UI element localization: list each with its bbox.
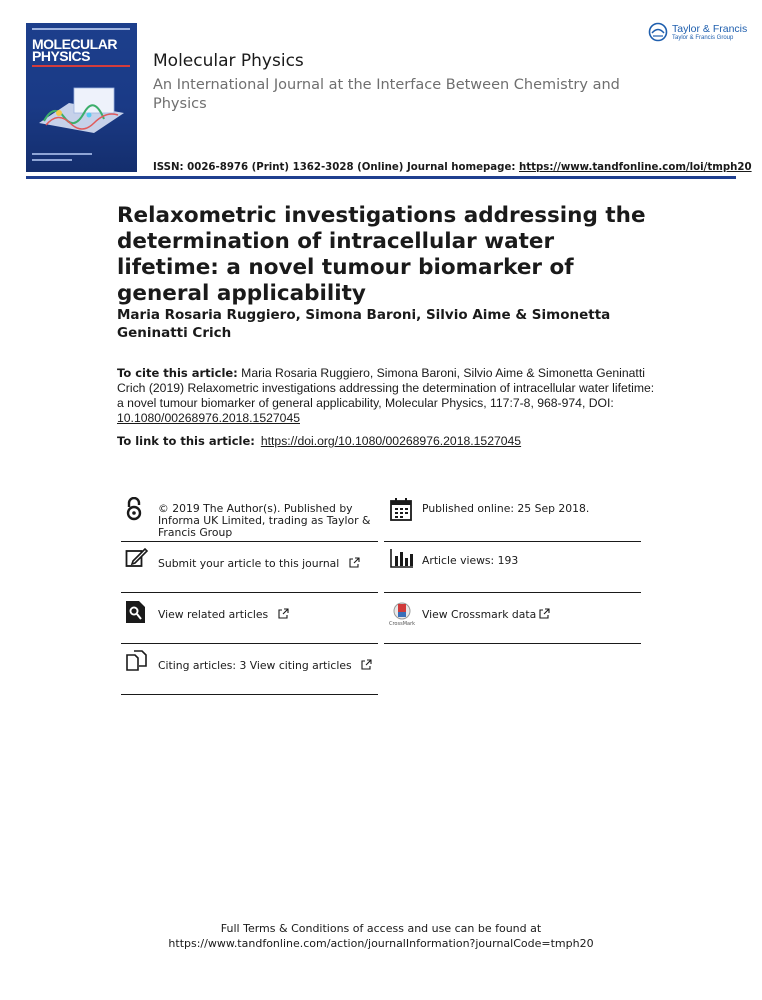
journal-subtitle: An International Journal at the Interface Between Chemistry and Physics — [153, 77, 620, 112]
article-authors: Maria Rosaria Ruggiero, Simona Baroni, Silvio Aime & Simonetta Geninatti Crich — [117, 307, 611, 341]
cover-top-line — [32, 28, 130, 30]
footer — [0, 921, 762, 951]
taylor-francis-globe-icon — [648, 22, 668, 42]
meta-divider — [384, 643, 641, 644]
open-access-lock-icon — [124, 497, 144, 521]
meta-divider — [121, 592, 378, 593]
license-text: © 2019 The Author(s). Published by Informa UK Limited, trading as Taylor & Francis Group — [158, 502, 371, 539]
footer-line1: Full Terms & Conditions of access and use can be found at — [220, 922, 542, 935]
cover-footer-line — [32, 159, 72, 161]
meta-divider — [121, 541, 378, 542]
meta-divider — [121, 643, 378, 644]
crossmark-badge-text: CrossMark — [389, 621, 416, 627]
issn-line — [153, 162, 752, 173]
cover-artwork — [34, 83, 129, 138]
article-doi-link[interactable]: https://doi.org/10.1080/00268976.2018.1527045 — [260, 434, 522, 448]
related-articles-label: View related articles — [158, 608, 269, 621]
issn-text: ISSN: 0026-8976 (Print) 1362-3028 (Online) Journal homepage: — [153, 162, 519, 173]
article-link-line — [117, 434, 521, 448]
external-link-icon — [361, 659, 372, 670]
cover-subtitle-line — [32, 65, 130, 67]
meta-divider — [384, 541, 641, 542]
citing-articles-link[interactable] — [158, 659, 372, 672]
external-link-icon — [539, 608, 550, 619]
journal-homepage-link[interactable]: https://www.tandfonline.com/loi/tmph20 — [519, 162, 752, 173]
cover-title-line2: PHYSICS — [32, 48, 90, 64]
citation-doi-link[interactable]: 10.1080/00268976.2018.1527045 — [117, 411, 300, 425]
crossmark-label: View Crossmark data — [422, 608, 537, 621]
related-articles-search-icon — [125, 600, 147, 624]
submit-article-icon — [125, 547, 149, 569]
external-link-icon — [349, 557, 360, 568]
citing-articles-label: Citing articles: 3 View citing articles — [158, 659, 352, 672]
article-title: Relaxometric investigations addressing the determination of intracellular water lifetime: a novel tumour biomarker of general applicability — [117, 203, 646, 306]
external-link-icon — [278, 608, 289, 619]
publisher-group: Taylor & Francis Group — [672, 35, 734, 41]
cover-title-line1: MOLECULAR — [32, 36, 117, 52]
meta-divider — [121, 694, 378, 695]
submit-article-label: Submit your article to this journal — [158, 557, 340, 570]
published-date: Published online: 25 Sep 2018. — [422, 502, 590, 515]
citation-block — [117, 366, 657, 426]
article-views: Article views: 193 — [422, 554, 519, 567]
header-divider — [26, 176, 736, 179]
footer-terms-link[interactable]: https://www.tandfonline.com/action/journalInformation?journalCode=tmph20 — [168, 937, 594, 950]
related-articles-link[interactable] — [158, 608, 289, 621]
bar-chart-icon — [390, 548, 414, 568]
cover-footer-line — [32, 153, 92, 155]
citing-articles-icon — [126, 650, 148, 672]
publisher-logo — [648, 22, 748, 44]
citation-text: Maria Rosaria Ruggiero, Simona Baroni, Silvio Aime & Simonetta Geninatti Crich (2019) Relaxometric investigations addressing the determination of intracellular water lifetime: a novel tumour biomarker of general applicability, Molecular Physics, 117:7-8, 968-974, DOI: — [117, 366, 655, 410]
publisher-name: Taylor & Francis — [672, 23, 748, 35]
journal-title: Molecular Physics — [153, 51, 304, 71]
submit-article-link[interactable] — [158, 557, 360, 570]
meta-divider — [384, 592, 641, 593]
journal-cover-image — [26, 23, 137, 172]
article-link-label: To link to this article: — [117, 434, 255, 448]
calendar-icon — [390, 497, 412, 521]
crossmark-link[interactable] — [422, 608, 550, 621]
citation-label: To cite this article: — [117, 366, 238, 380]
